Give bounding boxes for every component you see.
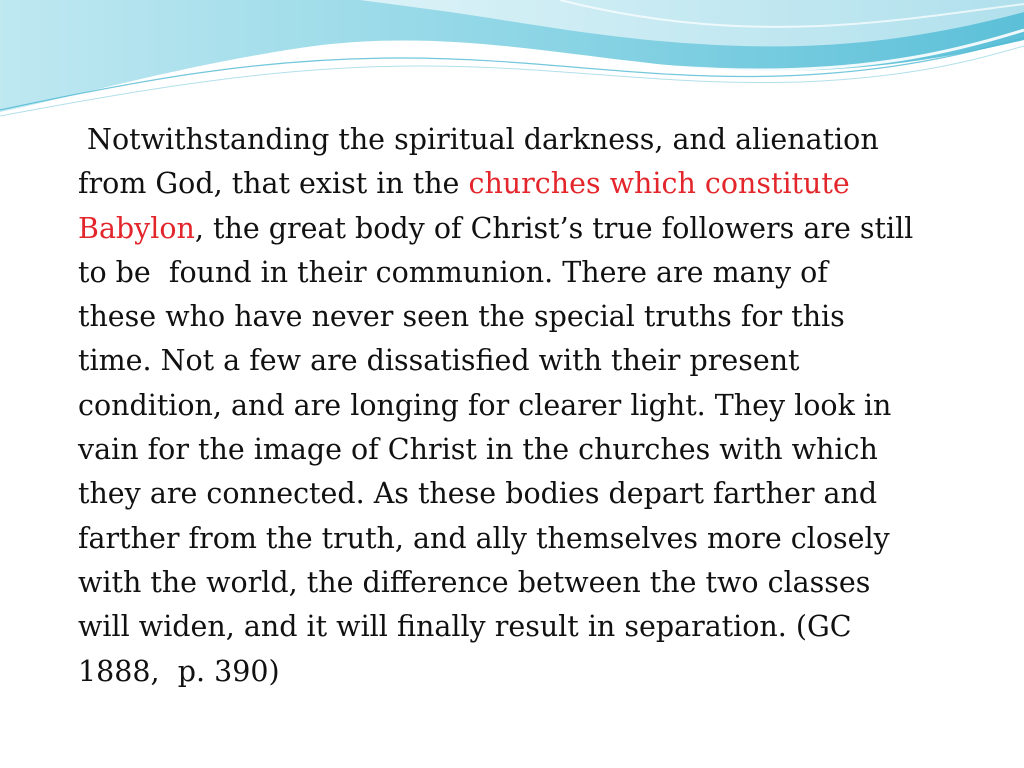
text-segment: they are connected. As these bodies depart farther and (78, 477, 878, 511)
text-segment: will widen, and it will finally result in separation. (GC (78, 610, 852, 644)
text-line (78, 251, 983, 295)
quotation-paragraph (78, 118, 983, 694)
highlighted-text: churches which constitute (468, 167, 850, 201)
text-line (78, 384, 983, 428)
text-segment: to be found in their communion. There are many of (78, 255, 828, 289)
text-segment: condition, and are longing for clearer light. They look in (78, 388, 892, 422)
text-line (78, 650, 983, 694)
text-line (78, 605, 983, 649)
text-segment: vain for the image of Christ in the churches with which (78, 433, 878, 467)
text-line (78, 162, 983, 206)
text-segment: , the great body of Christ’s true followers are still (194, 211, 914, 245)
text-segment: from God, that exist in the (78, 167, 469, 201)
text-line (78, 339, 983, 383)
text-segment: with the world, the difference between the two classes (78, 565, 871, 599)
text-segment: these who have never seen the special truths for this (78, 300, 845, 334)
text-segment: time. Not a few are dissatisfied with their present (78, 344, 800, 378)
text-line (78, 295, 983, 339)
text-segment: Notwithstanding the spiritual darkness, and alienation (78, 123, 879, 156)
highlighted-text: Babylon (78, 211, 195, 245)
text-line (78, 428, 983, 472)
text-line (78, 472, 983, 516)
text-segment: farther from the truth, and ally themselves more closely (78, 521, 890, 555)
text-segment: 1888, p. 390) (78, 654, 280, 688)
text-line (78, 561, 983, 605)
text-line (78, 118, 983, 162)
text-line (78, 207, 983, 251)
text-line (78, 517, 983, 561)
